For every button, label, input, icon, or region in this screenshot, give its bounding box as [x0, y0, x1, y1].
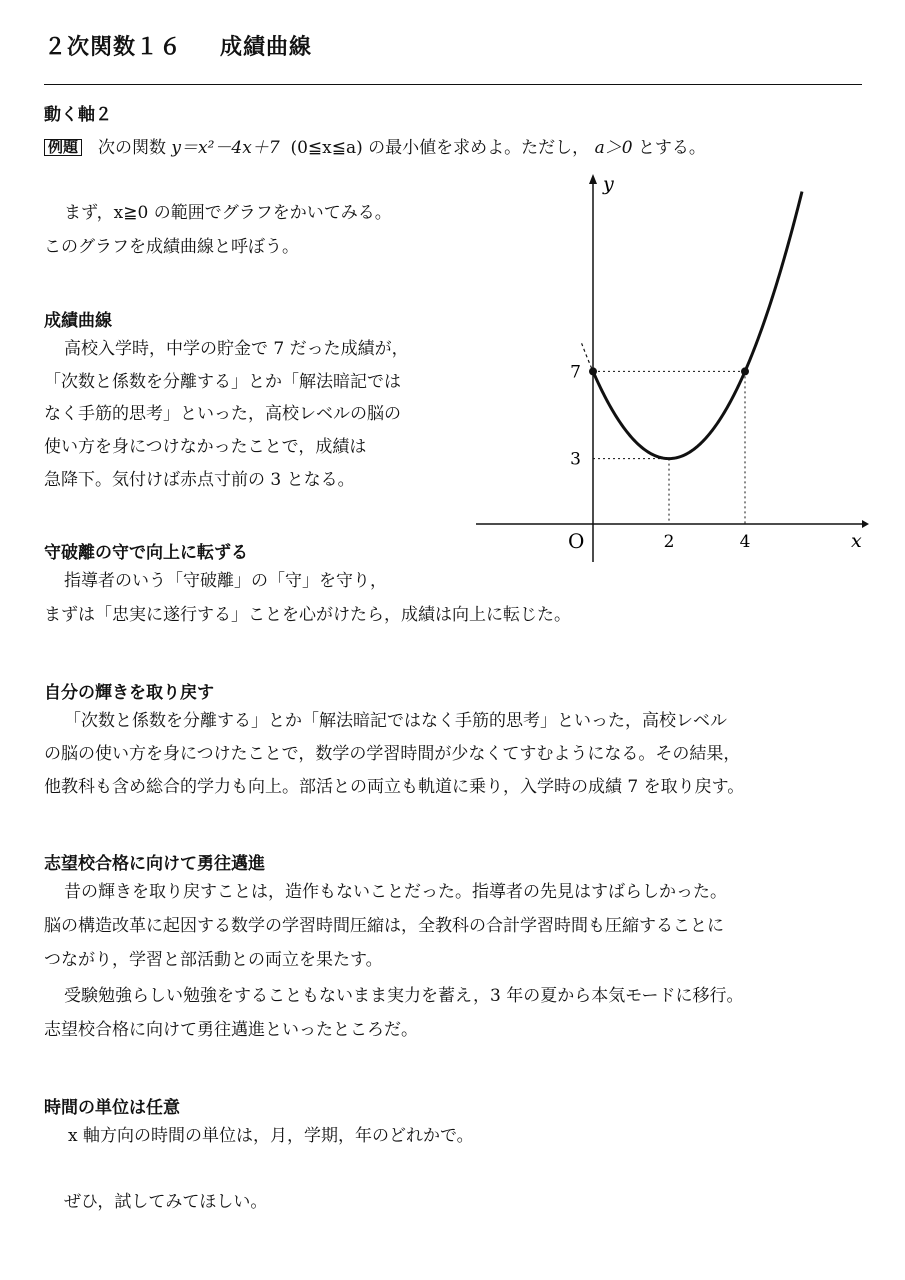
y-tick-label: 7 [570, 362, 581, 383]
page-title [44, 30, 312, 61]
example-mid: の最小値を求めよ。ただし， [368, 138, 590, 158]
curve-line: 高校入学時，中学の貯金で 7 だった成績が， [64, 339, 409, 359]
heading-unit: 時間の単位は任意 [44, 1098, 180, 1118]
goal-line: 昔の輝きを取り戻すことは，造作もないことだった。指導者の先見はすばらしかった。 [64, 882, 727, 902]
highlight-point [589, 367, 597, 375]
example-problem [44, 139, 706, 157]
heading-moving-axis: 動く軸２ [44, 105, 112, 125]
example-suffix: とする。 [637, 138, 706, 158]
curve-line: 「次数と係数を分離する」とか「解法暗記では [44, 372, 401, 392]
highlight-point [741, 367, 749, 375]
heading-shuhari: 守破離の守で向上に転ずる [44, 543, 248, 563]
curve-line: 急降下。気付けば赤点寸前の 3 となる。 [44, 470, 355, 490]
origin-label: O [568, 529, 585, 553]
x-tick-label: 2 [663, 532, 675, 552]
regain-line: の脳の使い方を身につけたことで，数学の学習時間が少なくてすむようになる。その結果， [44, 744, 741, 764]
page-subtitle: 成績曲線 [220, 35, 313, 60]
x-axis-arrow [862, 520, 869, 528]
shuhari-line: まずは「忠実に遂行する」ことを心がけたら，成績は向上に転じた。 [44, 605, 571, 625]
curve-line: なく手筋的思考」といった，高校レベルの脳の [44, 404, 401, 424]
regain-line: 「次数と係数を分離する」とか「解法暗記ではなく手筋的思考」といった，高校レベル [64, 711, 727, 731]
x-tick-label: 4 [739, 532, 751, 552]
y-tick-label: 3 [570, 449, 581, 470]
goal-line: 受験勉強らしい勉強をすることもないまま実力を蓄え，3 年の夏から本気モードに移行。 [64, 986, 744, 1006]
heading-goal: 志望校合格に向けて勇往邁進 [44, 854, 265, 874]
intro-line: まず，x≧0 の範囲でグラフをかいてみる。 [64, 203, 392, 223]
regain-line: 他教科も含め総合的学力も向上。部活との両立も軌道に乗り，入学時の成績 7 を取り戻す。 [44, 777, 745, 797]
y-axis-arrow [589, 174, 597, 184]
example-condition: a＞0 [594, 138, 633, 158]
unit-line: ぜひ，試してみてほしい。 [64, 1192, 268, 1212]
goal-line: つながり，学習と部活動との両立を果たす。 [44, 950, 383, 970]
heading-regain: 自分の輝きを取り戻す [44, 683, 214, 703]
y-axis-label: y [603, 173, 614, 195]
goal-line: 志望校合格に向けて勇往邁進といったところだ。 [44, 1020, 418, 1040]
heading-curve: 成績曲線 [44, 311, 112, 331]
unit-line: x 軸方向の時間の単位は，月，学期，年のどれかで。 [68, 1126, 474, 1146]
example-domain: (0≦x≦a) [290, 138, 363, 158]
example-prefix: 次の関数 [98, 138, 167, 158]
grade-curve-graph [470, 170, 870, 570]
grade-curve [593, 192, 802, 459]
page-title-main: ２次関数１６ [44, 35, 183, 60]
shuhari-line: 指導者のいう「守破離」の「守」を守り， [64, 571, 387, 591]
goal-line: 脳の構造改革に起因する数学の学習時間圧縮は，全教科の合計学習時間も圧縮することに [44, 916, 724, 936]
example-label: 例題 [44, 139, 82, 156]
title-divider [44, 84, 862, 85]
curve-extension-dashed [582, 343, 593, 371]
x-axis-label: x [851, 530, 862, 552]
curve-line: 使い方を身につけなかったことで，成績は [44, 437, 367, 457]
intro-line: このグラフを成績曲線と呼ぼう。 [44, 237, 299, 257]
example-function: y＝x²－4x＋7 [171, 138, 280, 158]
